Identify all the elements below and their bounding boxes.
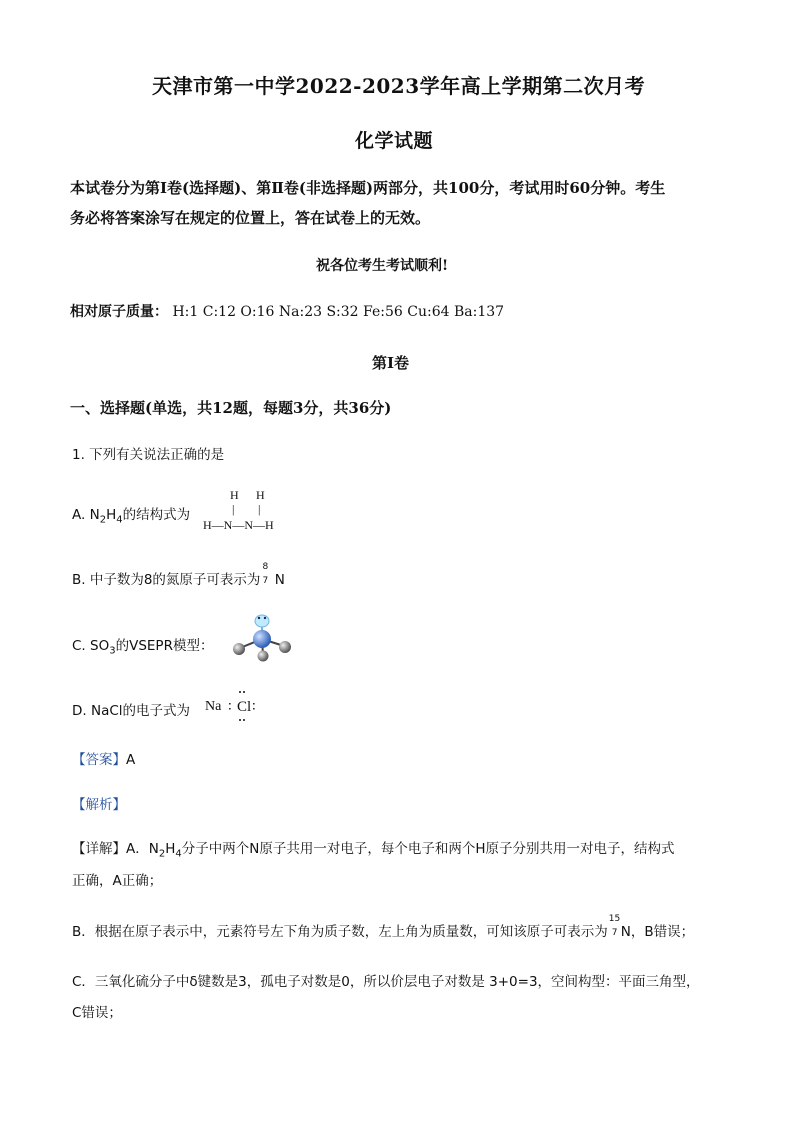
exam-title: 天津市第一中学2022-2023学年高上学期第二次月考 — [152, 74, 646, 98]
answer-value: A — [126, 752, 136, 768]
volume-heading: 第Ⅰ卷 — [372, 354, 410, 372]
option-b: B. 中子数为8的氮原子可表示为 8 7 N — [72, 562, 285, 588]
analysis-label: 【解析】 — [72, 797, 126, 813]
detail-c-line-1: C．三氧化硫分子中δ键数是3，孤电子对数是0，所以价层电子对数是 3+0=3，空间构型：平面三角型， — [72, 974, 700, 990]
option-d: D. NaCl的电子式为 — [72, 703, 191, 719]
detail-c-line-2: C错误； — [72, 1005, 122, 1021]
isotope-notation-n15: 15 7 — [608, 914, 621, 938]
wish-line: 祝各位考生考试顺利! — [316, 258, 449, 274]
detail-a-line-1: 【详解】A．$N_2H_4$分子中两个N原子共用一对电子，每个电子和两个H原子分别共用一对电子，结构式 — [72, 841, 675, 860]
answer-label: 【答案】 — [72, 752, 126, 768]
answer-line — [72, 748, 135, 768]
lone-pair-bottom — [239, 719, 247, 722]
isotope-notation: 8 7 — [262, 562, 269, 586]
exam-subtitle: 化学试题 — [355, 130, 434, 152]
intro-line-2: 务必将答案涂写在规定的位置上，答在试卷上的无效。 — [70, 209, 431, 227]
intro-line-1: 本试卷分为第Ⅰ卷(选择题)、第Ⅱ卷(非选择题)两部分，共100分，考试用时60分钟。考生 — [70, 179, 666, 197]
n2h4-structural-formula: H H | | H—N—N—H — [203, 488, 274, 532]
question-1-stem: 1. 下列有关说法正确的是 — [72, 447, 225, 463]
option-c: C. $SO_3$的VSEPR模型： — [72, 638, 214, 657]
vsepr-model-image — [228, 610, 294, 662]
section-heading: 一、选择题(单选，共12题，每题3分，共36分) — [70, 399, 392, 417]
option-a: A. $N_2H_4$的结构式为 — [72, 507, 191, 526]
atomic-masses-label: 相对原子质量： — [70, 304, 168, 320]
nacl-electron-formula: Na ∶ Cl ∶ — [205, 690, 265, 726]
lone-pair-top — [239, 691, 247, 694]
detail-a-line-2: 正确，A正确； — [72, 873, 163, 889]
atomic-masses — [70, 301, 504, 321]
atomic-masses-values: H:1 C:12 O:16 Na:23 S:32 Fe:56 Cu:64 Ba:137 — [172, 304, 505, 320]
detail-b-line: B．根据在原子表示中，元素符号左下角为质子数，左上角为质量数，可知该原子可表示为 15 7 N，B错误； — [72, 914, 695, 940]
